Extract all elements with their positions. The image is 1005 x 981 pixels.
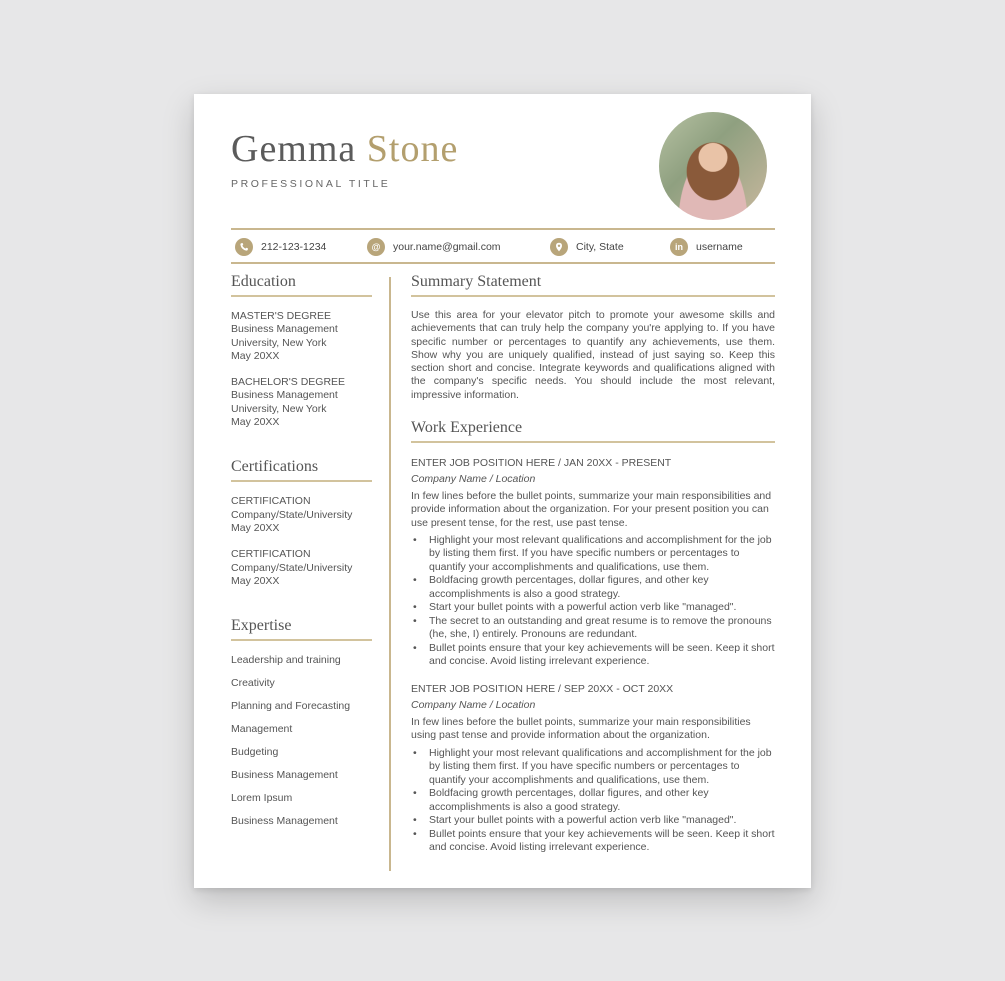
certification-entry: [231, 495, 372, 535]
summary-heading: Summary Statement: [411, 274, 775, 297]
bullet-item: • Boldfacing growth percentages, dollar figures, and other key accomplishments is also a good strategy.: [411, 787, 775, 814]
bullet-item: • Start your bullet points with a powerful action verb like "managed".: [411, 814, 775, 828]
job-entry: [411, 683, 775, 855]
field-of-study: Business Management: [231, 389, 338, 402]
candidate-name: [231, 130, 458, 168]
professional-title: PROFESSIONAL TITLE: [231, 178, 391, 190]
certification-date: May 20XX: [231, 574, 280, 587]
location-pin-icon: [550, 238, 568, 256]
linkedin-username: username: [696, 241, 743, 253]
expertise-item: Business Management: [231, 769, 338, 782]
certification-name: CERTIFICATION: [231, 548, 311, 561]
contact-location: [550, 238, 624, 256]
expertise-list: [231, 649, 372, 833]
job-title: ENTER JOB POSITION HERE / SEP 20XX - OCT 20XX: [411, 682, 674, 695]
job-entry: [411, 457, 775, 669]
degree: BACHELOR'S DEGREE: [231, 376, 346, 389]
contact-linkedin: [670, 238, 743, 256]
contact-bar: [231, 228, 775, 264]
expertise-heading: Expertise: [231, 618, 372, 641]
profile-photo: [659, 112, 767, 220]
degree: MASTER'S DEGREE: [231, 310, 332, 322]
education-entry: [231, 376, 372, 429]
summary-text: Use this area for your elevator pitch to promote your awesome skills and achievements that can truly help the company you're applying to. If you have specific number or percentages to quantify any achievements, use them. Show why you are uniquely qualified, instead of just saying so. Keep this section short and concise. Integrate keywords and qualifications aligned with the company's specific needs. You should include the most relevant, impressive information.: [411, 309, 775, 401]
job-title: ENTER JOB POSITION HERE / JAN 20XX - PRESENT: [411, 457, 672, 470]
job-bullets: [411, 747, 775, 855]
left-column: [231, 274, 372, 833]
certifications-heading: Certifications: [231, 459, 372, 482]
phone-number: 212-123-1234: [261, 241, 327, 253]
bullet-item: • Start your bullet points with a powerful action verb like "managed".: [411, 601, 775, 615]
job-company: Company Name / Location: [411, 698, 536, 711]
linkedin-icon: in: [670, 238, 688, 256]
job-company: Company Name / Location: [411, 473, 536, 486]
email-address: your.name@gmail.com: [393, 241, 501, 253]
certification-issuer: Company/State/University: [231, 508, 353, 521]
phone-icon: [235, 238, 253, 256]
bullet-item: • The secret to an outstanding and great resume is to remove the pronouns (he, she, I) entirely. Pronouns are redundant.: [411, 615, 775, 642]
bullet-item: • Boldfacing growth percentages, dollar figures, and other key accomplishments is also a good strategy.: [411, 574, 775, 601]
first-name: Gemma: [231, 128, 357, 170]
at-sign-icon: @: [367, 238, 385, 256]
expertise-item: Business Management: [231, 815, 338, 828]
graduation-date: May 20XX: [231, 349, 280, 362]
certification-date: May 20XX: [231, 521, 280, 534]
certification-name: CERTIFICATION: [231, 495, 311, 508]
bullet-item: • Highlight your most relevant qualifications and accomplishment for the job by listing them first. If you have specific numbers or percentages to quantify your accomplishments and qualifications, use them.: [411, 747, 775, 788]
bullet-item: • Highlight your most relevant qualifications and accomplishment for the job by listing them first. If you have specific numbers or percentages to quantify your accomplishments and qualifications, use them.: [411, 534, 775, 575]
right-column: [411, 274, 775, 855]
education-entry: [231, 310, 372, 363]
bullet-item: • Bullet points ensure that your key achievements will be seen. Keep it short and concise. Avoid listing irrelevant experience.: [411, 828, 775, 855]
column-divider: [389, 277, 391, 871]
work-experience-heading: Work Experience: [411, 420, 775, 443]
bullet-item: • Bullet points ensure that your key achievements will be seen. Keep it short and concise. Avoid listing irrelevant experience.: [411, 642, 775, 669]
resume-page: [194, 94, 811, 888]
expertise-item: Creativity: [231, 677, 275, 690]
expertise-item: Planning and Forecasting: [231, 700, 351, 713]
job-bullets: [411, 534, 775, 669]
last-name: Stone: [366, 128, 459, 170]
graduation-date: May 20XX: [231, 416, 280, 429]
contact-phone: [235, 238, 326, 256]
school: University, New York: [231, 402, 327, 415]
location-text: City, State: [576, 241, 624, 253]
certification-issuer: Company/State/University: [231, 561, 353, 574]
school: University, New York: [231, 336, 327, 349]
certification-entry: [231, 548, 372, 588]
expertise-item: Management: [231, 723, 293, 736]
expertise-item: Leadership and training: [231, 654, 341, 667]
job-description: In few lines before the bullet points, summarize your main responsibilities and provide information about the organization. For your present position you can use present tense, for the rest, use past tense.: [411, 490, 772, 529]
contact-email: [367, 238, 501, 256]
job-description: In few lines before the bullet points, summarize your main responsibilities using past tense and provide information about the organization.: [411, 715, 751, 742]
education-heading: Education: [231, 274, 372, 297]
expertise-item: Lorem Ipsum: [231, 792, 293, 805]
expertise-item: Budgeting: [231, 746, 279, 759]
field-of-study: Business Management: [231, 323, 338, 336]
